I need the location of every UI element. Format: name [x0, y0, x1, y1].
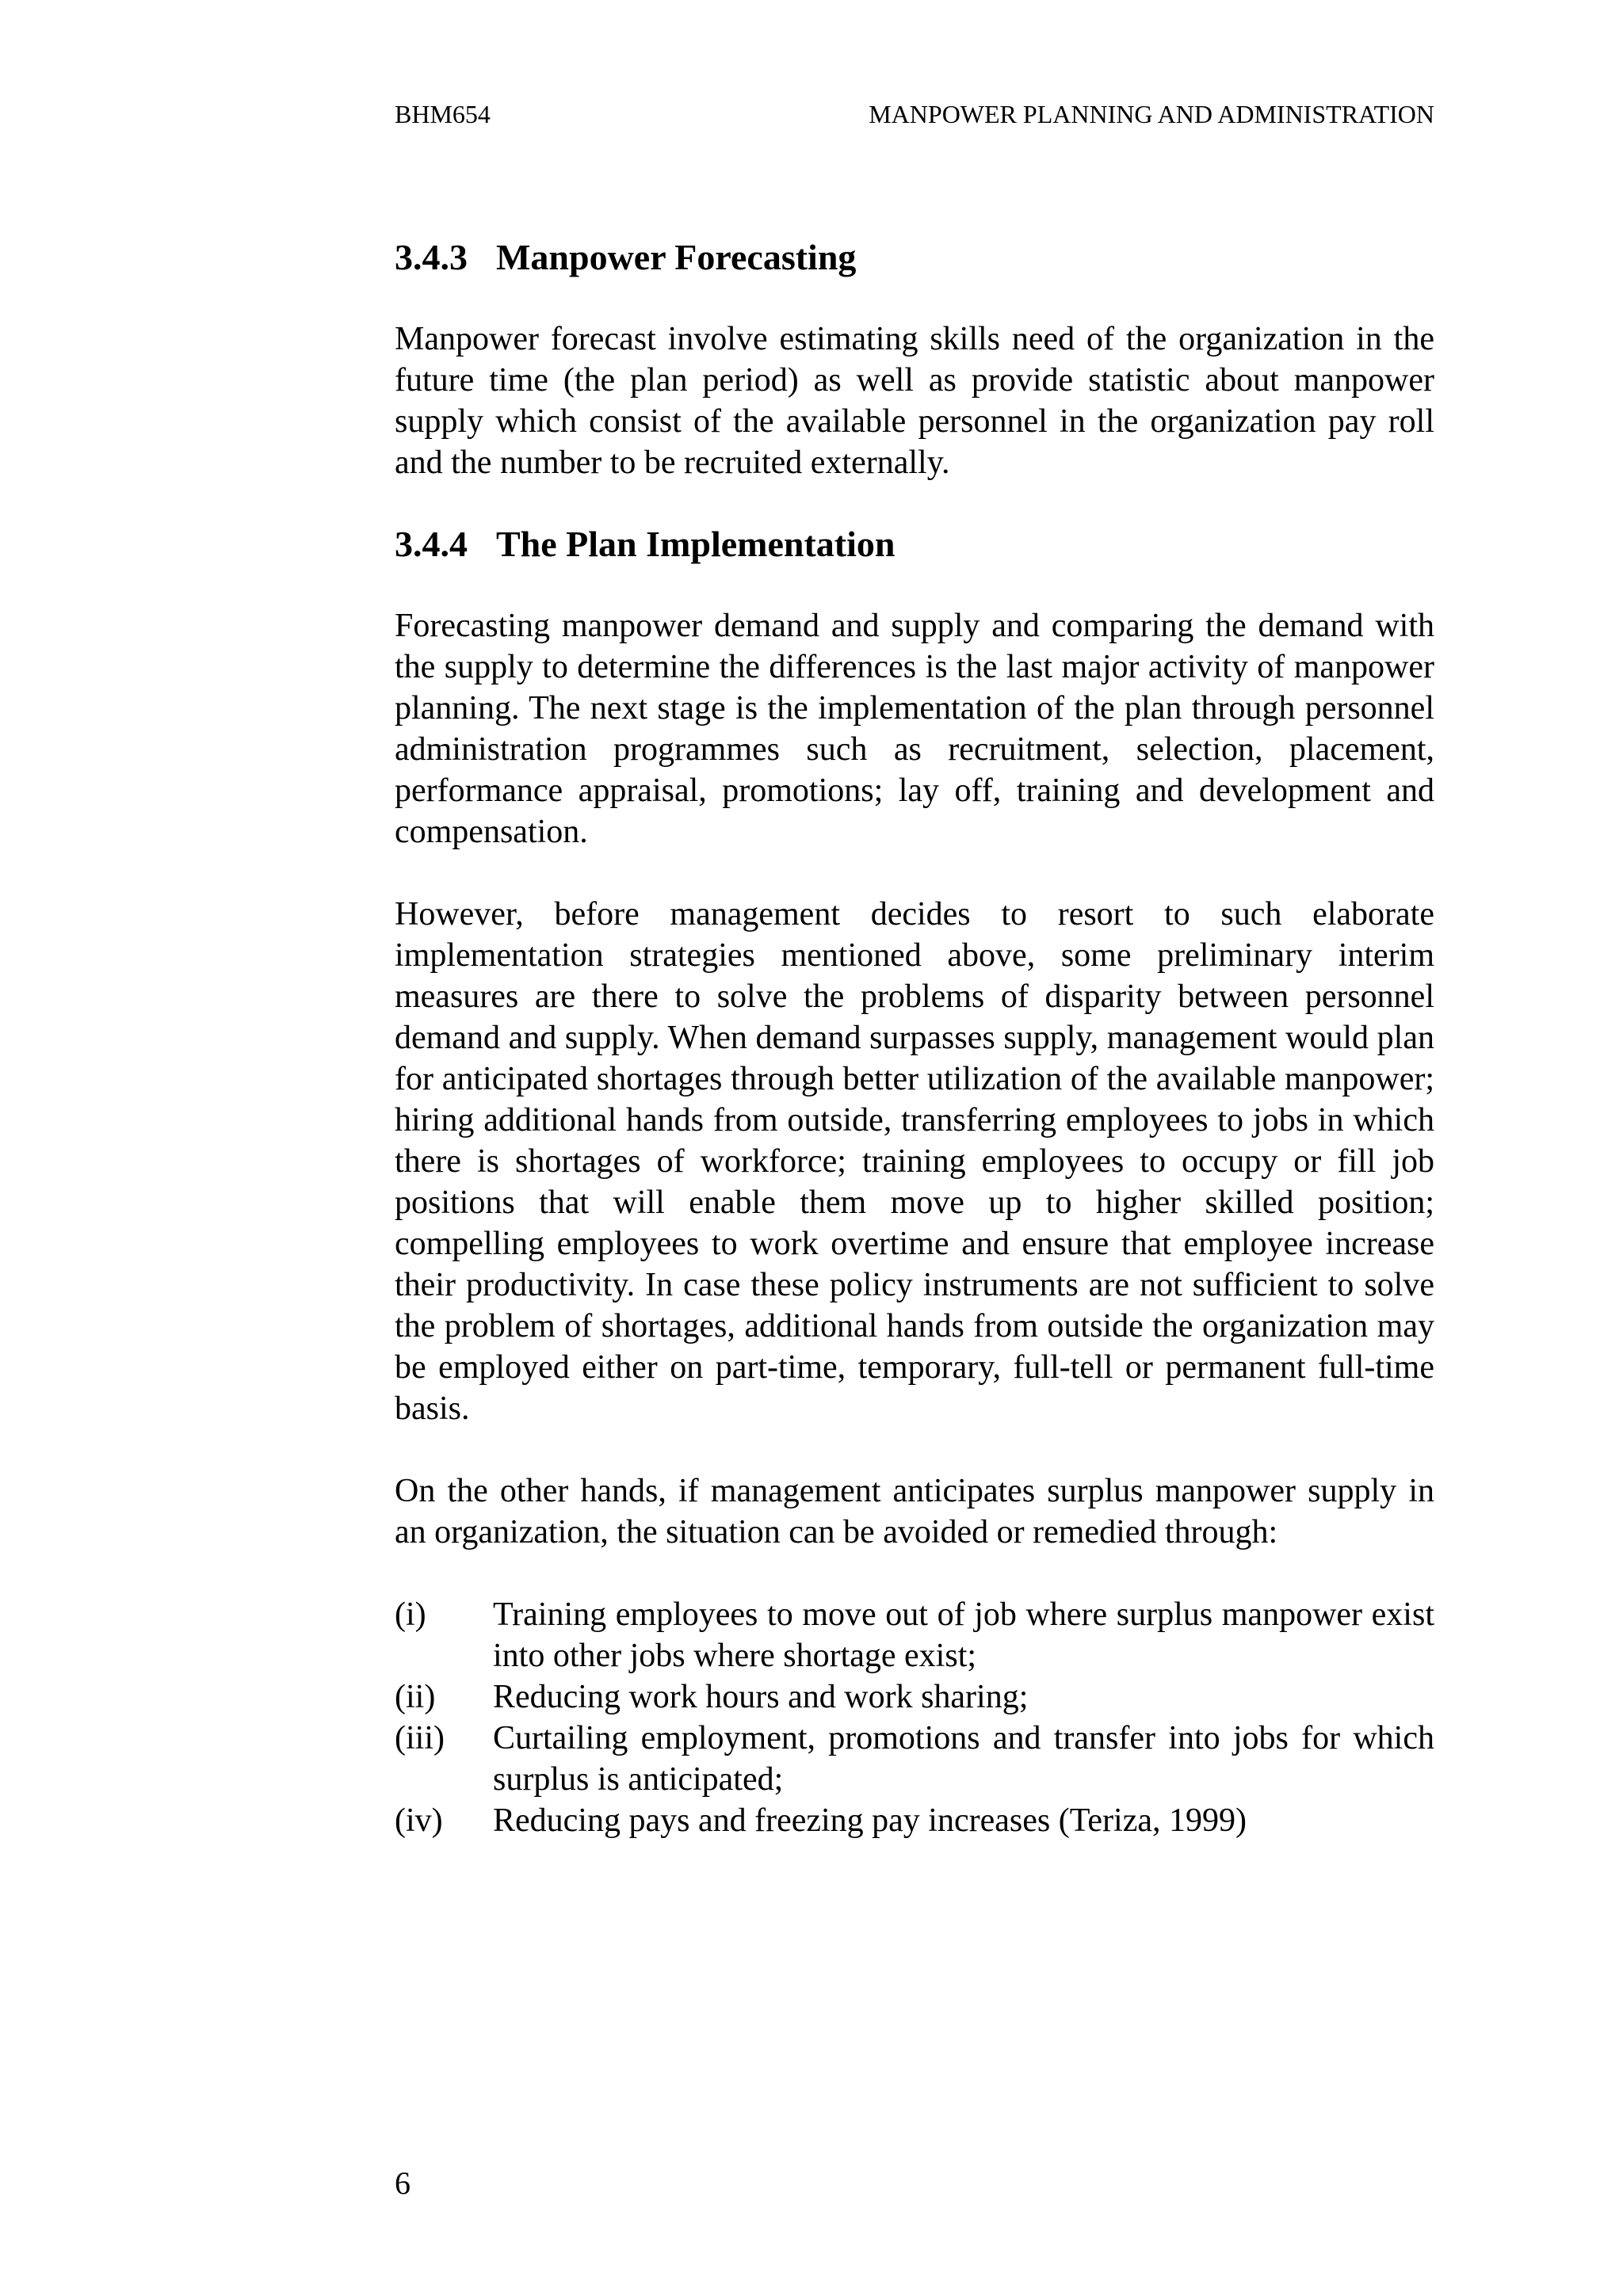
- list-item-text: Reducing work hours and work sharing;: [493, 1679, 1029, 1715]
- paragraph-interim-measures: However, before management decides to resort to such elaborate implementation strategies mentioned above, some preliminary interim measures are there to solve the problems of disparity between personnel demand and supply. When demand surpasses supply, management would plan for anticipated shortages through better utilization of the available manpower; hiring additional hands from outside, transferring employees to jobs in which there is shortages of workforce; training employees to occupy or fill job positions that will enable them move up to higher skilled position; compelling employees to work overtime and ensure that employee increase their productivity. In case these policy instruments are not sufficient to solve the problem of shortages, additional hands from outside the organization may be employed either on part-time, temporary, full-tell or permanent full-time basis.: [395, 896, 1434, 1427]
- surplus-remedies-list: [395, 1594, 1434, 1841]
- section-title: Manpower Forecasting: [496, 237, 857, 277]
- list-marker: (iii): [395, 1720, 445, 1756]
- page-content: [395, 235, 1434, 1854]
- list-marker: (ii): [395, 1679, 436, 1715]
- list-item: [395, 1800, 1434, 1841]
- section-heading-plan-implementation: [395, 521, 1434, 567]
- list-item: [395, 1594, 1434, 1676]
- section-number: 3.4.3: [395, 237, 468, 277]
- paragraph-manpower-forecast: Manpower forecast involve estimating skills need of the organization in the future time (the plan period) as well as provide statistic about manpower supply which consist of the available personnel in the organization pay roll and the number to be recruited externally.: [395, 321, 1434, 481]
- list-item: [395, 1718, 1434, 1800]
- header-course-title: MANPOWER PLANNING AND ADMINISTRATION: [869, 100, 1434, 128]
- list-item: [395, 1676, 1434, 1718]
- paragraph-forecasting-demand: Forecasting manpower demand and supply and comparing the demand with the supply to determine the differences is the last major activity of manpower planning. The next stage is the implementation of the plan through personnel administration programmes such as recruitment, selection, placement, performance appraisal, promotions; lay off, training and development and compensation.: [395, 608, 1434, 850]
- list-item-text: Reducing pays and freezing pay increases (Teriza, 1999): [493, 1802, 1247, 1839]
- section-heading-manpower-forecasting: [395, 235, 1434, 280]
- page-number: 6: [395, 2165, 411, 2201]
- list-marker: (iv): [395, 1802, 443, 1839]
- section-number: 3.4.4: [395, 524, 468, 564]
- list-item-text: Curtailing employment, promotions and transfer into jobs for which surplus is anticipated;: [493, 1720, 1434, 1798]
- paragraph-surplus-intro: On the other hands, if management anticipates surplus manpower supply in an organization, the situation can be avoided or remedied through:: [395, 1473, 1434, 1550]
- list-item-text: Training employees to move out of job where surplus manpower exist into other jobs where shortage exist;: [493, 1596, 1434, 1674]
- header-course-code: BHM654: [395, 100, 491, 128]
- section-title: The Plan Implementation: [496, 524, 896, 564]
- list-marker: (i): [395, 1596, 426, 1633]
